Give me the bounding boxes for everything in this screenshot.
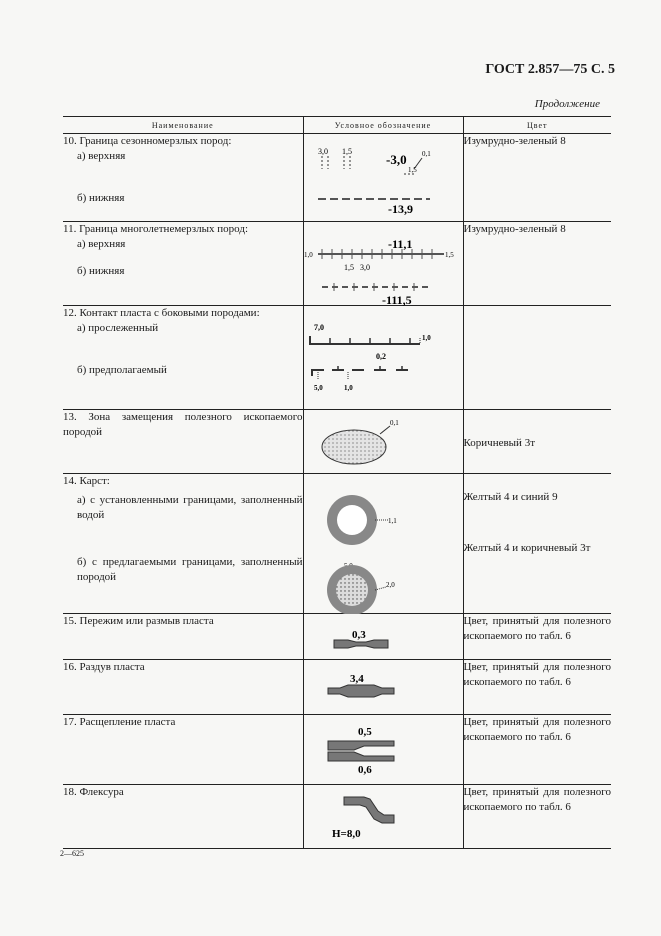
row-name xyxy=(63,306,303,410)
karst-symbol xyxy=(304,474,464,614)
table-row xyxy=(63,614,611,660)
label-a1: 3,0 xyxy=(317,147,328,156)
row-symbol xyxy=(303,306,463,410)
col-header-symbol: Условное обозначение xyxy=(303,117,463,134)
label-b2: 1,0 xyxy=(343,384,353,392)
page-header: ГОСТ 2.857—75 С. 5 xyxy=(485,62,615,77)
label-a4: 0,1 xyxy=(421,150,431,158)
row-name xyxy=(63,410,303,474)
replacement-zone-symbol xyxy=(304,410,464,474)
table-row xyxy=(63,410,611,474)
row-title: 11. Граница многолетнемерзлых пород: xyxy=(63,223,248,235)
row-symbol xyxy=(303,134,463,222)
row-sub-b: б) предполагаемый xyxy=(77,364,167,376)
table-header-row xyxy=(63,117,611,134)
symbols-table xyxy=(63,116,611,849)
row-name xyxy=(63,474,303,614)
label-a5: 1,5 xyxy=(407,166,417,174)
row-color xyxy=(463,306,611,410)
bulge-symbol xyxy=(304,660,464,715)
label-a2: 1,0 xyxy=(303,251,313,259)
col-header-name: Наименование xyxy=(63,117,303,134)
row-title: 13. Зона замещения полезного ископаемого породой xyxy=(63,411,303,438)
row-symbol xyxy=(303,614,463,660)
row-title: 17. Расщепление пласта xyxy=(63,716,176,728)
page-footer: 2—625 xyxy=(60,849,84,858)
label-b1: -111,5 xyxy=(381,293,412,306)
row-color xyxy=(463,474,611,614)
row-color-a: Желтый 4 и синий 9 xyxy=(463,491,558,503)
label-l1: 3,4 xyxy=(349,673,364,685)
label-b1: 5,0 xyxy=(313,384,323,392)
table-row xyxy=(63,785,611,849)
table-row xyxy=(63,660,611,715)
label-b2: 2,0 xyxy=(385,581,395,589)
table-row xyxy=(63,306,611,410)
label-l1: 0,5 xyxy=(357,726,372,738)
table-row xyxy=(63,474,611,614)
table-row xyxy=(63,134,611,222)
label-a1: 1,1 xyxy=(387,517,397,525)
row-symbol xyxy=(303,410,463,474)
row-symbol xyxy=(303,715,463,785)
label-a2: 1,5 xyxy=(341,147,352,156)
row-color-b: Желтый 4 и коричневый 3т xyxy=(463,542,591,554)
row-symbol xyxy=(303,474,463,614)
row-title: 15. Пережим или размыв пласта xyxy=(63,615,214,627)
pinch-out-symbol xyxy=(304,614,464,660)
table-row xyxy=(63,715,611,785)
row-color: Цвет, принятый для полезного ископаемого по табл. 6 xyxy=(463,660,611,715)
permafrost-boundary-symbol xyxy=(304,222,464,306)
label-a3: -3,0 xyxy=(385,152,407,167)
row-symbol xyxy=(303,222,463,306)
label-l2: 0,6 xyxy=(357,764,372,776)
row-title: 16. Раздув пласта xyxy=(63,661,145,673)
label-a5: 1,5 xyxy=(444,251,454,259)
row-sub-b: б) с предлагаемыми границами, заполненный породой xyxy=(77,556,303,583)
label-b1: -13,9 xyxy=(387,202,413,216)
row-color: Цвет, принятый для полезного ископаемого по табл. 6 xyxy=(463,614,611,660)
col-header-color: Цвет xyxy=(463,117,611,134)
row-title: 18. Флексура xyxy=(63,786,124,798)
label-a3: 0,2 xyxy=(375,352,386,361)
row-sub-a: а) верхняя xyxy=(77,150,126,162)
row-sub-b: б) нижняя xyxy=(77,192,125,204)
row-sub-a: а) верхняя xyxy=(77,238,126,250)
row-title: 12. Контакт пласта с боковыми породами: xyxy=(63,307,260,319)
label-l1: H=8,0 xyxy=(331,828,361,840)
row-name xyxy=(63,715,303,785)
row-color: Коричневый 3т xyxy=(463,410,611,474)
split-symbol xyxy=(304,715,464,785)
row-title: 10. Граница сезонномерзлых пород: xyxy=(63,135,232,147)
continuation-label: Продолжение xyxy=(534,98,600,110)
row-symbol xyxy=(303,660,463,715)
label-l1: 0,3 xyxy=(351,629,366,641)
label-a3: 1,5 xyxy=(343,263,354,272)
table-row xyxy=(63,222,611,306)
row-name xyxy=(63,134,303,222)
row-sub-b: б) нижняя xyxy=(77,265,125,277)
row-sub-a: а) прослеженный xyxy=(77,322,159,334)
row-color: Цвет, принятый для полезного ископаемого по табл. 6 xyxy=(463,785,611,849)
label-l1: 0,1 xyxy=(389,419,399,427)
row-name xyxy=(63,614,303,660)
row-color: Изумрудно-зеленый 8 xyxy=(463,222,611,306)
row-name xyxy=(63,660,303,715)
label-a1: 7,0 xyxy=(313,323,324,332)
row-color: Цвет, принятый для полезного ископаемого по табл. 6 xyxy=(463,715,611,785)
row-color: Изумрудно-зеленый 8 xyxy=(463,134,611,222)
layer-contact-symbol xyxy=(304,306,464,410)
row-sub-a: а) с установленными границами, заполненный водой xyxy=(77,494,303,521)
row-symbol xyxy=(303,785,463,849)
label-a4: 3,0 xyxy=(359,263,370,272)
row-name xyxy=(63,785,303,849)
label-a2: 1,0 xyxy=(421,334,431,342)
label-a1: -11,1 xyxy=(387,237,412,251)
flexure-symbol xyxy=(304,785,464,849)
row-title: 14. Карст: xyxy=(63,475,110,487)
row-name xyxy=(63,222,303,306)
seasonal-frozen-boundary-symbol xyxy=(304,134,464,222)
